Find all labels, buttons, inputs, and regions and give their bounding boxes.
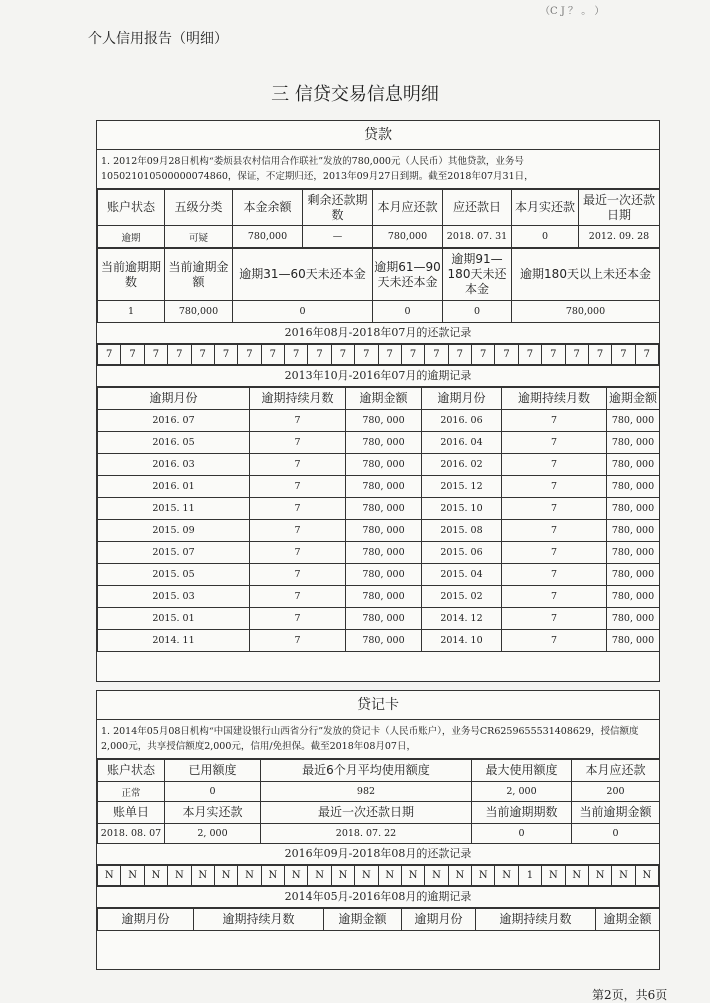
repay-status-cell: 7 [261, 345, 284, 365]
loan-header-row-2 [98, 249, 660, 301]
table-cell: 2015. 03 [98, 586, 250, 608]
repay-status-cell: N [121, 866, 144, 886]
header-cell: 五级分类 [165, 190, 233, 226]
header-cell: 逾期31—60天未还本金 [233, 249, 373, 301]
value-cell: — [303, 226, 373, 248]
header-cell: 账户状态 [98, 760, 165, 782]
value-cell: 200 [572, 782, 660, 802]
table-row [98, 630, 660, 652]
table-cell: 780, 000 [346, 608, 422, 630]
repay-status-cell: 7 [635, 345, 658, 365]
table-cell: 780, 000 [346, 476, 422, 498]
header-cell: 最大使用额度 [472, 760, 572, 782]
table-cell: 7 [250, 542, 346, 564]
repay-status-cell: N [98, 866, 121, 886]
card-header-row-2 [98, 802, 660, 824]
table-cell: 2016. 01 [98, 476, 250, 498]
table-cell: 780, 000 [607, 520, 660, 542]
loan-repay-record [97, 344, 659, 365]
repay-status-cell: N [401, 866, 424, 886]
repay-status-cell: N [635, 866, 658, 886]
table-cell: 7 [502, 520, 607, 542]
value-cell: 2018. 08. 07 [98, 824, 165, 844]
repay-status-cell: 7 [144, 345, 167, 365]
table-cell: 780, 000 [607, 454, 660, 476]
header-cell: 逾期金额 [607, 388, 660, 410]
value-cell: 2, 000 [472, 782, 572, 802]
table-cell: 780, 000 [607, 476, 660, 498]
value-cell: 780,000 [233, 226, 303, 248]
value-cell: 可疑 [165, 226, 233, 248]
table-cell: 2014. 12 [422, 608, 502, 630]
value-cell: 正常 [98, 782, 165, 802]
header-cell: 逾期持续月数 [194, 909, 324, 931]
repay-status-cell: N [472, 866, 495, 886]
repay-status-cell: N [238, 866, 261, 886]
header-cell: 本月应还款 [572, 760, 660, 782]
table-cell: 780, 000 [607, 630, 660, 652]
table-cell: 780, 000 [346, 520, 422, 542]
header-cell: 逾期180天以上未还本金 [512, 249, 660, 301]
repay-status-cell: N [495, 866, 518, 886]
table-cell: 7 [502, 454, 607, 476]
repay-status-cell: N [285, 866, 308, 886]
card-repay-title: 2016年09月-2018年08月的还款记录 [97, 844, 659, 865]
card-description: 1. 2014年05月08日机构“中国建设银行山西省分行”发放的贷记卡（人民币账户），业务号CR6259655531408629，授信额度2,000元，共享授信额度2,000元，信用/免担保。截至2018年08月07日， [97, 720, 659, 759]
card-repay-record [97, 865, 659, 886]
card-overdue-table [97, 908, 660, 931]
table-cell: 2016. 03 [98, 454, 250, 476]
report-header: 个人信用报告（明细） [88, 31, 228, 47]
loan-overdue-header-row [98, 388, 660, 410]
table-cell: 2015. 01 [98, 608, 250, 630]
header-cell: 账单日 [98, 802, 165, 824]
repay-status-cell: 7 [401, 345, 424, 365]
loan-description: 1. 2012年09月28日机构“娄烦县农村信用合作联社”发放的780,000元（人民币）其他贷款，业务号105021010500000074860，保证，不定期归还，2013年09月27日到期。截至2018年07月31日， [97, 150, 659, 189]
value-cell: 780,000 [373, 226, 443, 248]
table-cell: 7 [250, 432, 346, 454]
table-row [98, 410, 660, 432]
header-cell: 当前逾期金额 [165, 249, 233, 301]
repay-status-cell: 7 [285, 345, 308, 365]
header-cell: 最近一次还款日期 [579, 190, 660, 226]
table-cell: 2016. 05 [98, 432, 250, 454]
table-row [98, 476, 660, 498]
table-cell: 7 [250, 630, 346, 652]
table-cell: 7 [250, 608, 346, 630]
loan-section [96, 120, 660, 682]
table-row [98, 432, 660, 454]
table-cell: 780, 000 [607, 608, 660, 630]
header-cell: 逾期金额 [346, 388, 422, 410]
value-cell: 0 [165, 782, 261, 802]
repay-status-cell: 7 [378, 345, 401, 365]
card-value-row-1 [98, 782, 660, 802]
repay-status-cell: N [565, 866, 588, 886]
value-cell: 2018. 07. 31 [443, 226, 512, 248]
repay-status-cell: N [588, 866, 611, 886]
repay-status-cell: 7 [612, 345, 635, 365]
value-cell: 0 [373, 301, 443, 323]
repay-status-cell: N [191, 866, 214, 886]
value-cell: 780,000 [165, 301, 233, 323]
repay-status-cell: N [378, 866, 401, 886]
table-cell: 2015. 10 [422, 498, 502, 520]
top-right-text: （C J ？ 。 ） [540, 6, 605, 17]
table-cell: 2016. 04 [422, 432, 502, 454]
value-cell: 0 [572, 824, 660, 844]
loan-summary-table [97, 189, 660, 248]
table-cell: 2015. 08 [422, 520, 502, 542]
table-cell: 2015. 06 [422, 542, 502, 564]
value-cell: 780,000 [512, 301, 660, 323]
repay-status-cell: 7 [425, 345, 448, 365]
table-cell: 7 [250, 586, 346, 608]
page-number: 第2页，共6页 [592, 988, 668, 1002]
header-cell: 逾期持续月数 [476, 909, 596, 931]
repay-status-cell: 7 [355, 345, 378, 365]
card-value-row-2 [98, 824, 660, 844]
table-cell: 2015. 12 [422, 476, 502, 498]
table-cell: 7 [250, 498, 346, 520]
repay-status-cell: N [355, 866, 378, 886]
loan-value-row-2 [98, 301, 660, 323]
table-cell: 2015. 02 [422, 586, 502, 608]
repay-status-cell: 7 [121, 345, 144, 365]
header-cell: 当前逾期期数 [98, 249, 165, 301]
table-cell: 780, 000 [607, 498, 660, 520]
table-cell: 780, 000 [346, 410, 422, 432]
table-cell: 7 [502, 542, 607, 564]
table-cell: 780, 000 [346, 542, 422, 564]
repay-status-cell: N [331, 866, 354, 886]
table-cell: 7 [502, 432, 607, 454]
loan-overdue-summary-table [97, 248, 660, 323]
repay-status-cell: 7 [565, 345, 588, 365]
table-cell: 780, 000 [607, 564, 660, 586]
table-cell: 2016. 06 [422, 410, 502, 432]
header-cell: 逾期月份 [98, 388, 250, 410]
header-cell: 应还款日 [443, 190, 512, 226]
loan-repay-title: 2016年08月-2018年07月的还款记录 [97, 323, 659, 344]
credit-card-section [96, 690, 660, 970]
table-cell: 2015. 09 [98, 520, 250, 542]
table-cell: 2015. 04 [422, 564, 502, 586]
value-cell: 0 [443, 301, 512, 323]
table-cell: 7 [502, 630, 607, 652]
table-cell: 7 [250, 410, 346, 432]
table-cell: 7 [502, 564, 607, 586]
table-row [98, 498, 660, 520]
section-title: 三 信贷交易信息明细 [271, 84, 439, 105]
loan-overdue-title: 2013年10月-2016年07月的逾期记录 [97, 365, 659, 387]
repay-status-cell: N [612, 866, 635, 886]
table-cell: 7 [502, 608, 607, 630]
header-cell: 逾期月份 [402, 909, 476, 931]
repay-status-cell: N [214, 866, 237, 886]
header-cell: 本金余额 [233, 190, 303, 226]
header-cell: 最近6个月平均使用额度 [261, 760, 472, 782]
repay-status-cell: N [542, 866, 565, 886]
card-overdue-title: 2014年05月-2016年08月的逾期记录 [97, 886, 659, 908]
repay-status-cell: 7 [98, 345, 121, 365]
loan-title: 贷款 [97, 121, 659, 150]
table-row [98, 608, 660, 630]
table-cell: 7 [250, 520, 346, 542]
repay-status-cell: 7 [168, 345, 191, 365]
header-cell: 逾期金额 [596, 909, 660, 931]
repay-status-cell: N [144, 866, 167, 886]
table-row [98, 454, 660, 476]
repay-status-cell: 7 [238, 345, 261, 365]
repay-status-cell: 7 [472, 345, 495, 365]
table-cell: 780, 000 [607, 542, 660, 564]
repay-status-cell: N [425, 866, 448, 886]
value-cell: 2, 000 [165, 824, 261, 844]
table-cell: 2015. 07 [98, 542, 250, 564]
table-cell: 7 [502, 410, 607, 432]
table-cell: 2014. 11 [98, 630, 250, 652]
table-cell: 780, 000 [346, 630, 422, 652]
header-cell: 当前逾期期数 [472, 802, 572, 824]
table-cell: 780, 000 [346, 586, 422, 608]
repay-status-cell: 1 [518, 866, 541, 886]
value-cell: 0 [233, 301, 373, 323]
repay-status-cell: 7 [588, 345, 611, 365]
table-cell: 7 [250, 476, 346, 498]
header-cell: 逾期持续月数 [502, 388, 607, 410]
value-cell: 0 [472, 824, 572, 844]
repay-status-cell: 7 [495, 345, 518, 365]
table-cell: 780, 000 [346, 498, 422, 520]
header-cell: 逾期持续月数 [250, 388, 346, 410]
header-cell: 逾期61—90天未还本金 [373, 249, 443, 301]
table-cell: 780, 000 [607, 432, 660, 454]
repay-status-cell: 7 [191, 345, 214, 365]
header-cell: 本月实还款 [512, 190, 579, 226]
loan-header-row-1 [98, 190, 660, 226]
header-cell: 本月应还款 [373, 190, 443, 226]
value-cell: 1 [98, 301, 165, 323]
repay-status-cell: N [448, 866, 471, 886]
header-cell: 账户状态 [98, 190, 165, 226]
table-row [98, 520, 660, 542]
table-cell: 2016. 07 [98, 410, 250, 432]
table-row [98, 564, 660, 586]
repay-status-cell: 7 [214, 345, 237, 365]
value-cell: 982 [261, 782, 472, 802]
repay-status-cell: 7 [308, 345, 331, 365]
header-cell: 逾期月份 [98, 909, 194, 931]
table-cell: 780, 000 [346, 564, 422, 586]
value-cell: 逾期 [98, 226, 165, 248]
value-cell: 0 [512, 226, 579, 248]
header-cell: 当前逾期金额 [572, 802, 660, 824]
loan-value-row-1 [98, 226, 660, 248]
table-cell: 7 [250, 454, 346, 476]
table-row [98, 542, 660, 564]
table-cell: 780, 000 [346, 432, 422, 454]
header-cell: 本月实还款 [165, 802, 261, 824]
header-cell: 剩余还款期数 [303, 190, 373, 226]
table-cell: 2016. 02 [422, 454, 502, 476]
header-cell: 逾期金额 [324, 909, 402, 931]
table-cell: 780, 000 [607, 586, 660, 608]
table-cell: 2015. 05 [98, 564, 250, 586]
header-cell: 最近一次还款日期 [261, 802, 472, 824]
table-cell: 7 [502, 498, 607, 520]
table-cell: 7 [502, 586, 607, 608]
header-cell: 已用额度 [165, 760, 261, 782]
value-cell: 2018. 07. 22 [261, 824, 472, 844]
table-cell: 780, 000 [607, 410, 660, 432]
table-cell: 2015. 11 [98, 498, 250, 520]
repay-status-cell: 7 [542, 345, 565, 365]
card-overdue-header-row [98, 909, 660, 931]
table-cell: 2014. 10 [422, 630, 502, 652]
repay-status-cell: N [168, 866, 191, 886]
repay-status-cell: 7 [448, 345, 471, 365]
repay-status-cell: 7 [518, 345, 541, 365]
table-cell: 780, 000 [346, 454, 422, 476]
table-cell: 7 [250, 564, 346, 586]
repay-status-cell: 7 [331, 345, 354, 365]
header-cell: 逾期月份 [422, 388, 502, 410]
card-title: 贷记卡 [97, 691, 659, 720]
table-cell: 7 [502, 476, 607, 498]
repay-status-cell: N [261, 866, 284, 886]
value-cell: 2012. 09. 28 [579, 226, 660, 248]
repay-status-cell: N [308, 866, 331, 886]
table-row [98, 586, 660, 608]
card-summary-table [97, 759, 660, 844]
loan-overdue-table [97, 387, 660, 652]
card-header-row-1 [98, 760, 660, 782]
header-cell: 逾期91—180天未还本金 [443, 249, 512, 301]
